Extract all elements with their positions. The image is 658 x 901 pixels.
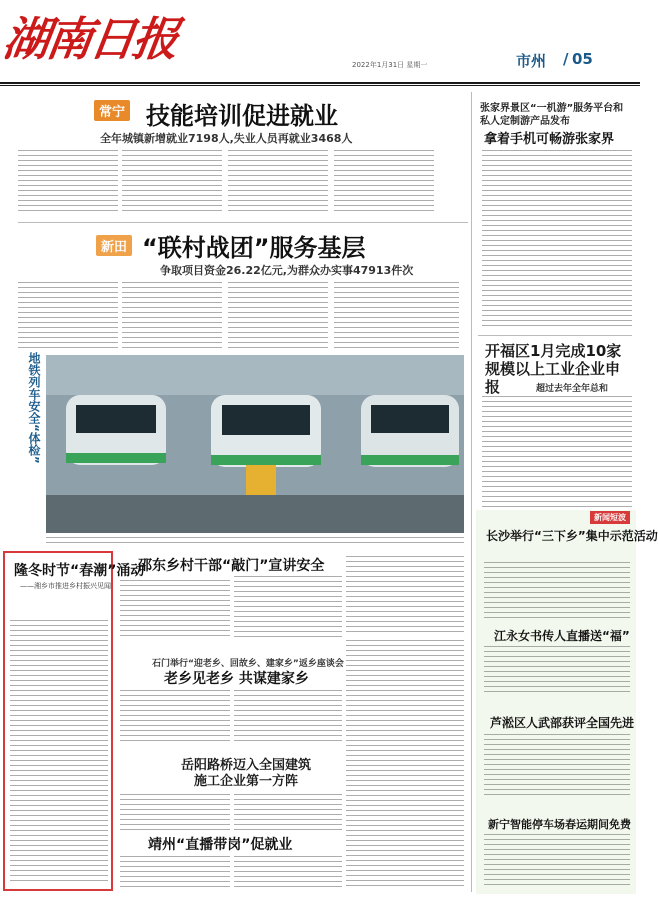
article-tag: 常宁 xyxy=(94,100,130,121)
article-body xyxy=(334,282,459,348)
briefs-header: 新闻短波 xyxy=(590,511,630,524)
brief-body xyxy=(484,734,630,798)
section-separator: / xyxy=(563,50,569,68)
article-body xyxy=(346,640,464,890)
article-body xyxy=(346,556,464,636)
article-body xyxy=(482,150,632,330)
article-body xyxy=(122,150,222,212)
article-title: 邵东乡村干部“敲门”宣讲安全 xyxy=(138,558,325,574)
article-kicker: 石门举行“迎老乡、回故乡、建家乡”返乡座谈会 xyxy=(152,659,344,669)
photo-caption xyxy=(46,537,464,547)
top-rule xyxy=(0,82,640,84)
article-title: 靖州“直播带岗”促就业 xyxy=(148,837,293,853)
brief-body xyxy=(484,834,630,888)
divider xyxy=(18,222,468,223)
article-body xyxy=(334,150,434,212)
brief-title: 芦淞区人武部获评全国先进 xyxy=(490,716,635,730)
right-kicker: 张家界景区“一机游”服务平台和私人定制游产品发布 xyxy=(480,103,624,127)
article-body xyxy=(234,576,342,638)
page-number: 05 xyxy=(572,50,593,68)
article-subtitle: 争取项目资金26.22亿元,为群众办实事47913件次 xyxy=(160,264,414,277)
article-body xyxy=(482,396,632,508)
masthead-title: 湖南日报 xyxy=(0,12,180,66)
article-body xyxy=(120,794,230,830)
brief-body xyxy=(484,562,630,622)
dateline: 2022年1月31日 星期一 xyxy=(352,61,428,69)
brief-title: 新宁智能停车场春运期间免费 xyxy=(488,818,631,831)
article-body xyxy=(234,856,342,890)
section-name: 市州 xyxy=(516,52,547,70)
article-title: 老乡见老乡 共谋建家乡 xyxy=(164,671,309,687)
article-body xyxy=(120,690,230,742)
article-body xyxy=(120,580,230,636)
article-body xyxy=(234,794,342,830)
right-subtitle: 超过去年全年总和 xyxy=(536,384,609,394)
feature-body xyxy=(10,620,108,884)
right-title: 拿着手机可畅游张家界 xyxy=(484,132,615,147)
article-body xyxy=(228,282,328,348)
brief-title: 江永女书传人直播送“福” xyxy=(494,629,630,643)
article-title: 技能培训促进就业 xyxy=(146,102,338,130)
feature-subtitle: ——湘乡市推进乡村振兴见闻 xyxy=(20,582,111,590)
column-divider xyxy=(471,92,472,892)
right-title: 开福区1月完成10家规模以上工业企业申报 xyxy=(485,342,622,396)
article-tag: 新田 xyxy=(96,235,132,256)
feature-title: 隆冬时节“春潮”涌动 xyxy=(14,563,145,579)
brief-title: 长沙举行“三下乡”集中示范活动 xyxy=(486,529,658,543)
top-rule-thin xyxy=(0,85,640,86)
article-body xyxy=(234,690,342,742)
divider xyxy=(478,335,632,336)
article-body xyxy=(122,282,222,348)
article-body xyxy=(18,282,118,348)
article-body xyxy=(228,150,328,212)
article-body xyxy=(18,150,118,212)
article-body xyxy=(120,856,230,890)
photo-caption-vertical: 地铁列车安全“体检” xyxy=(27,352,41,464)
article-title: 岳阳路桥迈入全国建筑施工企业第一方阵 xyxy=(180,758,311,789)
article-subtitle: 全年城镇新增就业7198人,失业人员再就业3468人 xyxy=(100,132,353,145)
subway-train-photo xyxy=(46,355,464,533)
brief-body xyxy=(484,646,630,696)
article-title: “联村战团”服务基层 xyxy=(142,234,366,262)
